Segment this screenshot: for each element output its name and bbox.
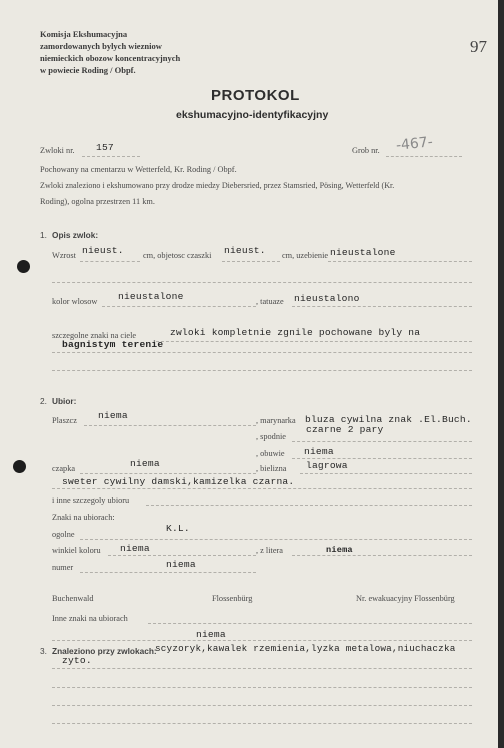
- znaki-ubior-label: Znaki na ubiorach:: [52, 513, 115, 522]
- plaszcz-label: Plaszcz: [52, 416, 77, 425]
- zwloki-value: 157: [96, 142, 114, 153]
- ogolne-label: ogolne: [52, 530, 75, 539]
- punch-hole: [17, 260, 30, 273]
- inne-znaki-label: Inne znaki na ubiorach: [52, 614, 128, 623]
- punch-hole: [13, 460, 26, 473]
- numer-value: niema: [166, 559, 196, 570]
- org-line-4: w powiecie Roding / Obpf.: [40, 65, 136, 75]
- marynarka-label: , marynarka: [256, 416, 296, 425]
- org-line-1: Komisja Ekshumacyjna: [40, 29, 128, 39]
- znaki-cialo-value-2: bagnistym terenie: [62, 339, 164, 350]
- wzrost-label: Wzrost: [52, 251, 76, 260]
- org-line-2: zamordowanych bylych wiezniow: [40, 41, 162, 51]
- obuwie-value: niema: [304, 446, 334, 457]
- bielizna-label: , bielizna: [256, 464, 287, 473]
- page-subtitle: ekshumacyjno-identyfikacyjny: [176, 109, 329, 121]
- grob-label: Grob nr.: [352, 146, 380, 155]
- inne-szczegoly-label: i inne szczegoly ubioru: [52, 496, 130, 505]
- spodnie-label: , spodnie: [256, 432, 286, 441]
- intro-line-2: Zwloki znaleziono i ekshumowano przy drodze miedzy Diebersried, przez Stamsried, Pösing, Wetterfeld (Kr.: [40, 181, 395, 190]
- scan-edge: [498, 0, 504, 748]
- section-3-value-2: zyto.: [62, 655, 92, 666]
- ogolne-value: K.L.: [166, 523, 190, 534]
- znaki-cialo-label: szczegolne znaki na ciele: [52, 331, 137, 340]
- flossenburg-label: Flossenbürg: [212, 594, 253, 603]
- spodnie-value: czarne 2 pary: [306, 424, 384, 435]
- plaszcz-value: niema: [98, 410, 128, 421]
- intro-line-1: Pochowany na cmentarzu w Wetterfeld, Kr. Roding / Obpf.: [40, 165, 237, 174]
- org-line-3: niemieckich obozow koncentracyjnych: [40, 53, 181, 63]
- section-3-number: 3.: [40, 646, 47, 656]
- ewakuacyjny-label: Nr. ewakuacyjny Flossenbürg: [356, 594, 455, 603]
- znaki-cialo-value-1: zwloki kompletnie zgnile pochowane byly na: [170, 327, 421, 338]
- page-number: 97: [470, 37, 487, 56]
- section-3-title: Znaleziono przy zwlokach:: [52, 646, 157, 656]
- grob-value: -467-: [395, 134, 434, 154]
- cm-uzebienie-label: cm, uzebienie: [282, 251, 329, 260]
- page-title: PROTOKOL: [211, 87, 300, 104]
- inne-znaki-value: niema: [196, 629, 226, 640]
- ubior-extra-value: sweter cywilny damski,kamizelka czarna.: [62, 476, 295, 487]
- marynarka-value: bluza cywilna znak .El.Buch.: [305, 414, 472, 425]
- tatuaze-label: , tatuaze: [256, 297, 284, 306]
- winkiel-label: winkiel koloru: [52, 546, 101, 555]
- wzrost-value: nieust.: [82, 245, 124, 256]
- litera-label: , z litera: [256, 546, 283, 555]
- cm-czaszka-label: cm, objetosc czaszki: [143, 251, 212, 260]
- obuwie-label: , obuwie: [256, 449, 285, 458]
- zwloki-label: Zwloki nr.: [40, 146, 75, 155]
- section-2-title: Ubior:: [52, 396, 77, 406]
- czapka-label: czapka: [52, 464, 76, 473]
- buchenwald-label: Buchenwald: [52, 594, 94, 603]
- uzebienie-value: nieustalone: [330, 247, 396, 258]
- kolor-label: kolor wlosow: [52, 297, 98, 306]
- section-2-number: 2.: [40, 396, 47, 406]
- section-3-value-1: scyzoryk,kawalek rzemienia,lyzka metalowa,niuchaczka: [155, 643, 456, 654]
- czaszka-value: nieust.: [224, 245, 266, 256]
- bielizna-value: lagrowa: [306, 460, 348, 471]
- tatuaze-value: nieustalono: [294, 293, 360, 304]
- section-1-title: Opis zwlok:: [52, 230, 99, 240]
- intro-line-3: Roding), ogolna przestrzen 11 km.: [40, 197, 155, 206]
- czapka-value: niema: [130, 458, 160, 469]
- winkiel-value: niema: [120, 543, 150, 554]
- kolor-value: nieustalone: [118, 291, 184, 302]
- litera-value: niema: [326, 545, 353, 555]
- section-1-number: 1.: [40, 230, 47, 240]
- numer-label: numer: [52, 563, 74, 572]
